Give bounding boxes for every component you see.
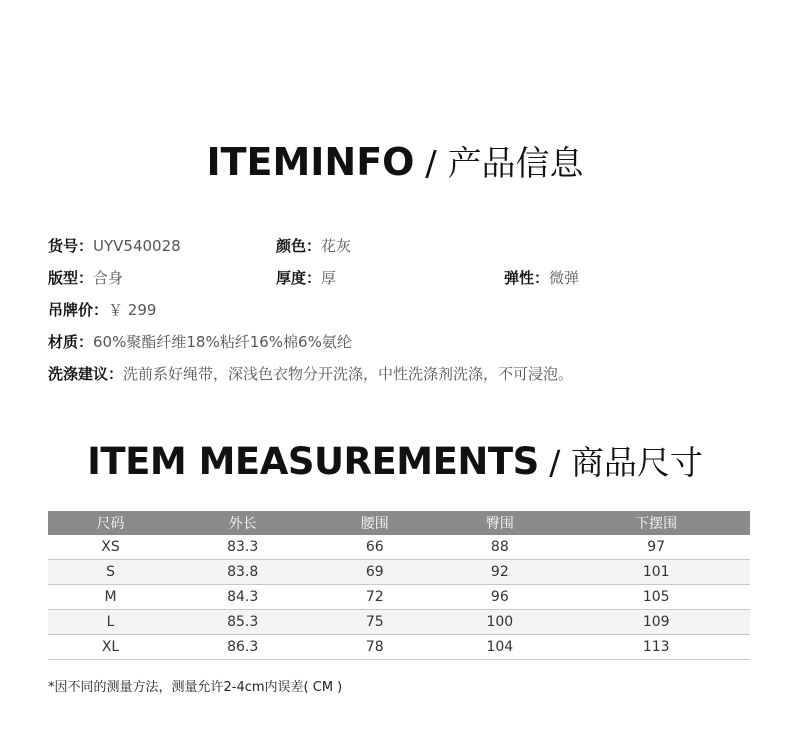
table-header-row [48,511,750,535]
table-cell: S [48,560,173,585]
table-cell: 84.3 [173,585,312,610]
info-field-material: 材质：60%聚酯纤维18%粘纤16%棉6%氨纶 [48,333,352,351]
product-info-title [0,136,790,185]
table-row [48,635,750,660]
table-cell: 83.8 [173,560,312,585]
table-cell: M [48,585,173,610]
product-info-title-cn: 产品信息 [447,144,584,184]
measurements-title-en: ITEM MEASUREMENTS [87,440,539,483]
table-cell: 88 [437,535,562,560]
measurements-table [48,511,750,660]
info-field-washing: 洗涤建议：洗前系好绳带，深浅色衣物分开洗涤，中性洗涤剂洗涤，不可浸泡。 [48,365,574,383]
table-cell: XL [48,635,173,660]
table-cell: 66 [312,535,437,560]
table-cell: 85.3 [173,610,312,635]
info-field-price: 吊牌价：￥ 299 [48,301,157,319]
table-row [48,535,750,560]
info-row [48,262,748,294]
column-header: 臀围 [437,511,562,535]
info-row [48,230,748,262]
measurements-title [0,437,790,484]
table-cell: 109 [562,610,750,635]
table-row [48,585,750,610]
table-cell: 101 [562,560,750,585]
table-cell: 105 [562,585,750,610]
measurements-title-cn: 商品尺寸 [570,443,703,482]
table-cell: 92 [437,560,562,585]
product-info-title-sep: / [414,144,448,184]
table-cell: 72 [312,585,437,610]
measurements-title-sep: / [538,443,571,482]
table-cell: 83.3 [173,535,312,560]
table-cell: 97 [562,535,750,560]
table-row [48,560,750,585]
table-cell: L [48,610,173,635]
column-header: 下摆围 [562,511,750,535]
table-cell: 69 [312,560,437,585]
table-cell: 75 [312,610,437,635]
info-field-fit: 版型：合身 [48,269,124,287]
table-cell: 78 [312,635,437,660]
table-cell: 96 [437,585,562,610]
product-info-list [48,230,748,390]
table-cell: 86.3 [173,635,312,660]
column-header: 尺码 [48,511,173,535]
table-cell: XS [48,535,173,560]
table-cell: 104 [437,635,562,660]
table-cell: 100 [437,610,562,635]
column-header: 外长 [173,511,312,535]
column-header: 腰围 [312,511,437,535]
info-field-color: 颜色：花灰 [276,237,352,255]
info-field-elasticity: 弹性：微弹 [504,269,580,287]
measurement-note: *因不同的测量方法，测量允许2-4cm内误差( CM ) [48,680,343,695]
info-row [48,294,748,326]
table-cell: 113 [562,635,750,660]
info-row [48,358,748,390]
product-info-title-en: ITEMINFO [206,140,415,184]
info-row [48,326,748,358]
info-field-sku: 货号：UYV540028 [48,237,181,255]
table-row [48,610,750,635]
info-field-thickness: 厚度：厚 [276,269,337,287]
